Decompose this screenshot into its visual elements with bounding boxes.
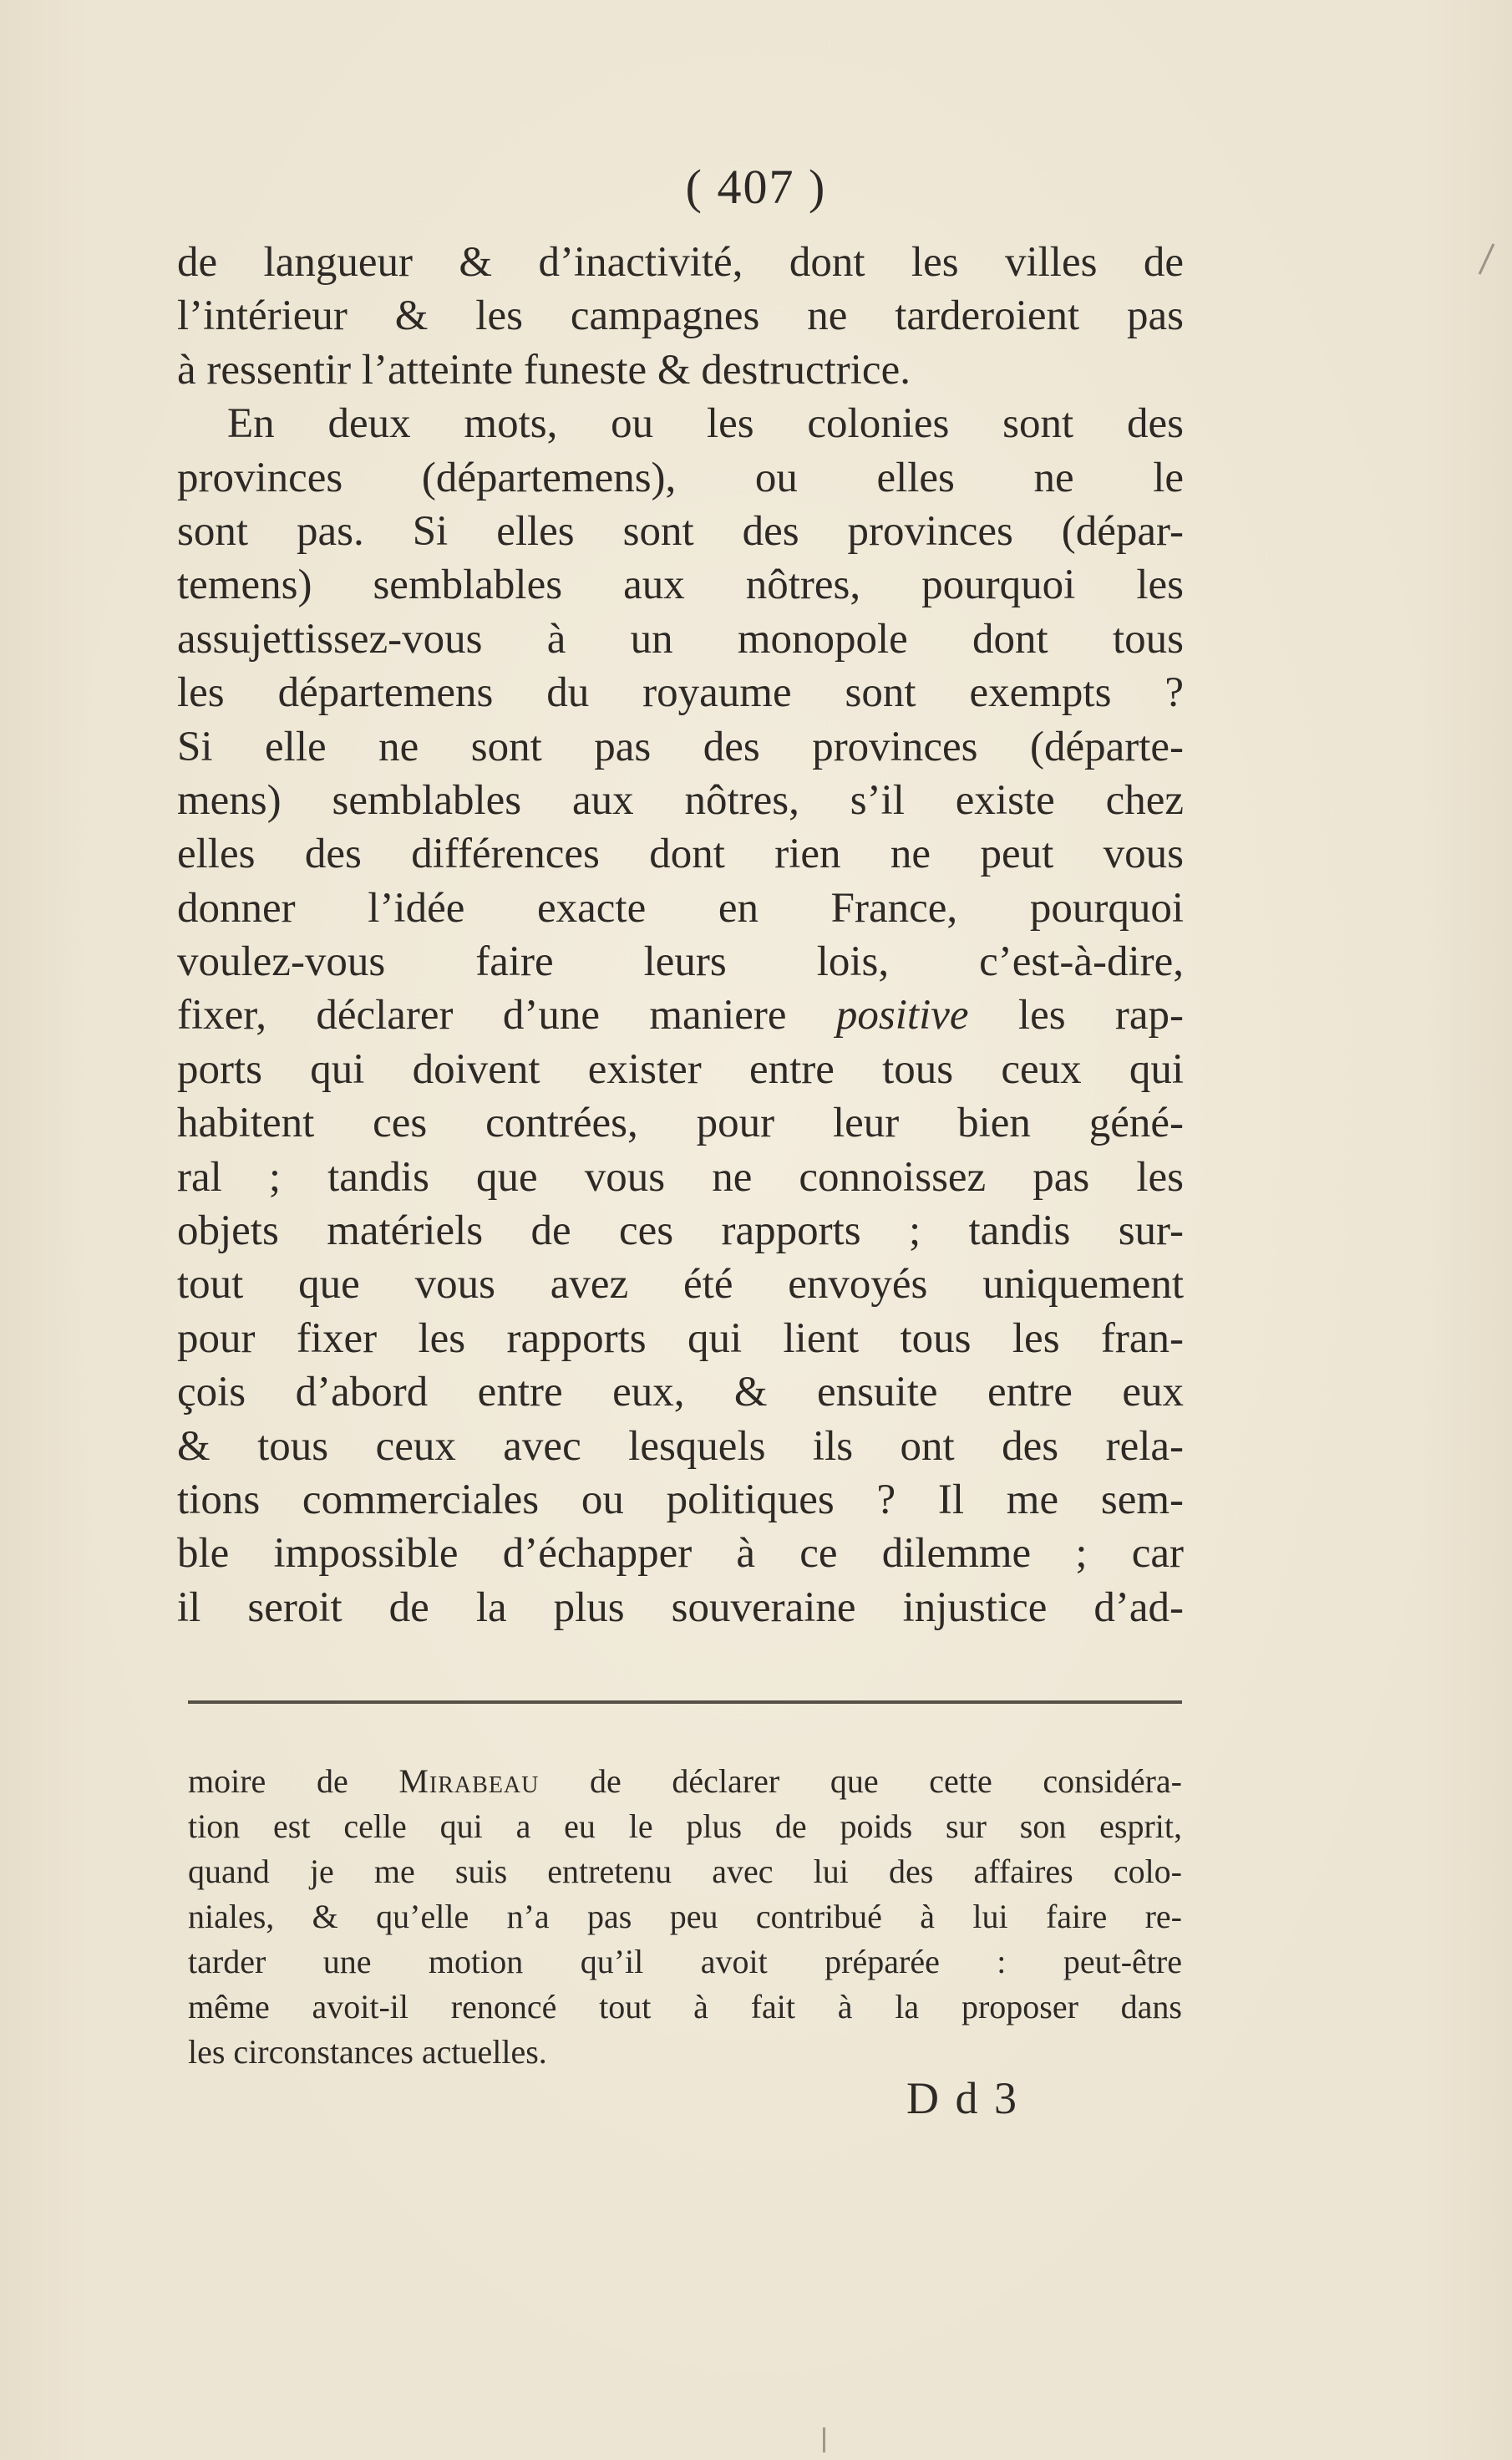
footnote-line [188,1759,1182,1804]
text-line: l’intérieur & les campagnes ne tarderoient pas [177,292,1184,340]
text-segment: les rap- [968,992,1184,1039]
footnote-line: même avoit-il renoncé tout à fait à la proposer dans [188,1988,1182,2025]
text-line: ble impossible d’échapper à ce dilemme ; car [177,1530,1184,1578]
main-text-block [177,236,1184,1634]
emphasized-word: positive [835,992,969,1039]
text-line: voulez-vous faire leurs lois, c’est-à-dire, [177,938,1184,986]
text-line: donner l’idée exacte en France, pourquoi [177,884,1184,932]
margin-speck [823,2427,825,2452]
footnote-segment: moire de [188,1762,399,1800]
footnote-line: niales, & qu’elle n’a pas peu contribué à lui faire re- [188,1898,1182,1935]
text-line: pour fixer les rapports qui lient tous les fran- [177,1314,1184,1362]
text-line: ral ; tandis que vous ne connoissez pas les [177,1153,1184,1201]
text-line: à ressentir l’atteinte funeste & destructrice. [177,346,911,394]
text-line-with-emphasis [177,989,1184,1042]
page-number-header: ( 407 ) [685,160,827,214]
text-line: sont pas. Si elles sont des provinces (dépar- [177,507,1184,555]
text-line: & tous ceux avec lesquels ils ont des rela- [177,1422,1184,1470]
text-line: habitent ces contrées, pour leur bien géné- [177,1100,1184,1147]
text-line: ports qui doivent exister entre tous ceux qui [177,1045,1184,1093]
text-line: tout que vous avez été envoyés uniquement [177,1261,1184,1309]
text-line: çois d’abord entre eux, & ensuite entre eux [177,1369,1184,1416]
text-line: Si elle ne sont pas des provinces (départe- [177,723,1184,770]
text-line: assujettissez-vous à un monopole dont tous [177,615,1184,663]
text-line: provinces (départemens), ou elles ne le [177,454,1184,501]
text-line: de langueur & d’inactivité, dont les villes de [177,239,1184,286]
footnote-line: tion est celle qui a eu le plus de poids sur son esprit, [188,1807,1182,1845]
footnote-line: quand je me suis entretenu avec lui des affaires colo- [188,1853,1182,1890]
text-line: il seroit de la plus souveraine injustice d’ad- [177,1583,1184,1631]
text-line: mens) semblables aux nôtres, s’il existe chez [177,776,1184,824]
printer-signature-mark: D d 3 [906,2073,1019,2123]
footnote-segment: de déclarer que cette considéra- [539,1762,1182,1800]
footnote-block [188,1759,1182,2075]
text-segment: fixer, déclarer d’une maniere [177,992,836,1039]
footnote-line: tarder une motion qu’il avoit préparée : peut-être [188,1943,1182,1980]
margin-speck [1479,243,1495,275]
text-line: les départemens du royaume sont exempts ? [177,669,1184,717]
text-line: objets matériels de ces rapports ; tandis sur- [177,1207,1184,1255]
text-line: tions commerciales ou politiques ? Il me sem- [177,1476,1184,1523]
footnote-separator-rule [188,1700,1182,1704]
footnote-name: Mirabeau [398,1762,540,1800]
text-line: temens) semblables aux nôtres, pourquoi les [177,562,1184,609]
text-line: elles des différences dont rien ne peut vous [177,831,1184,878]
text-line: En deux mots, ou les colonies sont des [227,400,1184,448]
footnote-line: les circonstances actuelles. [188,2033,547,2071]
